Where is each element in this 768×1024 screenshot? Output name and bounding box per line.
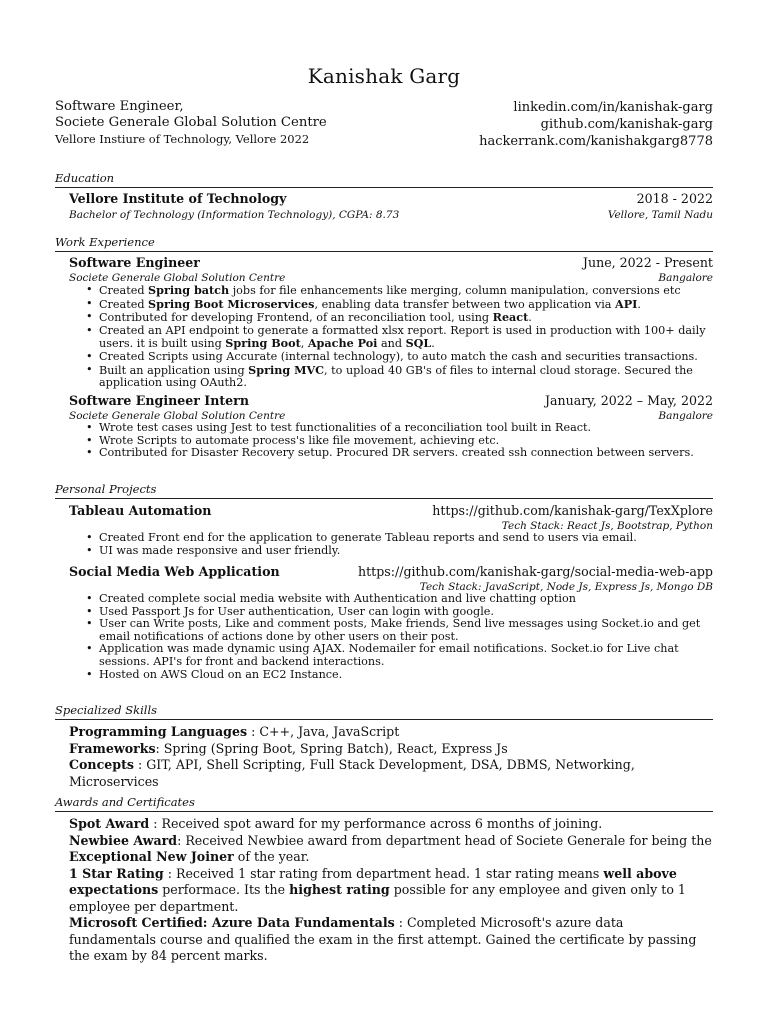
job-bullets bbox=[69, 422, 713, 460]
job-location: Bangalore bbox=[658, 410, 713, 422]
job-company: Societe Generale Global Solution Centre bbox=[69, 272, 286, 284]
header-links bbox=[479, 99, 713, 150]
job-role: Software Engineer bbox=[69, 255, 200, 270]
education-years: 2018 - 2022 bbox=[636, 191, 713, 206]
section-skills: Specialized Skills bbox=[55, 703, 713, 720]
hackerrank-link[interactable]: hackerrank.com/kanishakgarg8778 bbox=[479, 134, 713, 149]
education-location: Vellore, Tamil Nadu bbox=[607, 209, 713, 221]
github-link[interactable]: github.com/kanishak-garg bbox=[540, 117, 713, 132]
school-name: Vellore Institute of Technology bbox=[69, 191, 287, 206]
project-bullets bbox=[69, 593, 713, 681]
list-item: • Hosted on AWS Cloud on an EC2 Instance. bbox=[99, 669, 713, 682]
award-spot: Spot Award : Received spot award for my performance across 6 months of joining. bbox=[69, 816, 603, 831]
list-item: • Wrote Scripts to automate process's like file movement, achieving etc. bbox=[99, 435, 713, 448]
job-software-engineer bbox=[69, 255, 713, 390]
project-bullets bbox=[69, 532, 713, 557]
list-item: • Contributed for developing Frontend, of an reconciliation tool, using React. bbox=[99, 311, 713, 325]
job-company: Societe Generale Global Solution Centre bbox=[69, 410, 286, 422]
skill-languages: Programming Languages : C++, Java, JavaScript bbox=[69, 724, 400, 739]
award-newbiee: Newbiee Award: Received Newbiee award from department head of Societe Generale for being the Exceptional New Joiner of the year. bbox=[69, 832, 712, 864]
job-location: Bangalore bbox=[658, 272, 713, 284]
section-education: Education bbox=[55, 171, 713, 188]
company: Societe Generale Global Solution Centre bbox=[55, 115, 327, 130]
project-social-media bbox=[69, 564, 713, 681]
role: Software Engineer, bbox=[55, 99, 184, 114]
skill-concepts: Concepts : GIT, API, Shell Scripting, Full Stack Development, DSA, DBMS, Networking, Microservices bbox=[69, 757, 635, 789]
candidate-name: Kanishak Garg bbox=[307, 64, 461, 88]
tech-stack: Tech Stack: React Js, Bootstrap, Python bbox=[501, 520, 713, 532]
project-name: Tableau Automation bbox=[69, 503, 212, 518]
degree: Bachelor of Technology (Information Technology), CGPA: 8.73 bbox=[69, 209, 400, 221]
award-azure: Microsoft Certified: Azure Data Fundamentals : Completed Microsoft's azure data fundamentals course and qualified the exam in the first attempt. Gained the certificate by passing the exam by 84 percent marks. bbox=[69, 915, 697, 963]
job-dates: January, 2022 – May, 2022 bbox=[544, 393, 713, 408]
section-work: Work Experience bbox=[55, 235, 713, 252]
list-item: • UI was made responsive and user friendly. bbox=[99, 545, 713, 558]
tech-stack: Tech Stack: JavaScript, Node Js, Express Js, Mongo DB bbox=[419, 581, 713, 593]
list-item: • Wrote test cases using Jest to test functionalities of a reconciliation tool built in React. bbox=[99, 422, 713, 435]
linkedin-link[interactable]: linkedin.com/in/kanishak-garg bbox=[513, 100, 713, 115]
awards-list bbox=[69, 816, 713, 965]
job-role: Software Engineer Intern bbox=[69, 393, 249, 408]
skills-list bbox=[69, 724, 713, 790]
job-dates: June, 2022 - Present bbox=[582, 255, 713, 270]
education-entry bbox=[69, 191, 713, 221]
list-item: • Created Spring batch jobs for file enhancements like merging, column manipulation, conversions etc bbox=[99, 284, 713, 298]
list-item: • Used Passport Js for User authentication, User can login with google. bbox=[99, 606, 713, 619]
job-bullets bbox=[69, 284, 713, 390]
award-star-rating: 1 Star Rating : Received 1 star rating from department head. 1 star rating means well above expectations performace. Its the highest rating possible for any employee and given only to 1 employee per department. bbox=[69, 865, 686, 914]
project-link[interactable]: https://github.com/kanishak-garg/TexXplore bbox=[432, 503, 713, 518]
list-item: • User can Write posts, Like and comment posts, Make friends, Send live messages using Socket.io and get email notifications of actions done by other users on their post. bbox=[99, 618, 713, 643]
list-item: • Created Scripts using Accurate (internal technology), to auto match the cash and securities transactions. bbox=[99, 351, 713, 364]
list-item: • Built an application using Spring MVC, to upload 40 GB's of files to internal cloud storage. Secured the application using OAuth2. bbox=[99, 364, 713, 390]
section-awards: Awards and Certificates bbox=[55, 795, 713, 812]
header-left bbox=[55, 99, 327, 147]
list-item: • Application was made dynamic using AJAX. Nodemailer for email notifications. Socket.io for Live chat sessions. API's for front and backend interactions. bbox=[99, 643, 713, 668]
project-name: Social Media Web Application bbox=[69, 564, 280, 579]
project-link[interactable]: https://github.com/kanishak-garg/social-media-web-app bbox=[357, 564, 713, 579]
list-item: • Created complete social media website with Authentication and live chatting option bbox=[99, 593, 713, 606]
job-intern bbox=[69, 393, 713, 460]
project-tableau bbox=[69, 503, 713, 557]
list-item: • Created Spring Boot Microservices, enabling data transfer between two application via API. bbox=[99, 298, 713, 312]
skill-frameworks: Frameworks: Spring (Spring Boot, Spring Batch), React, Express Js bbox=[69, 740, 508, 756]
list-item: • Contributed for Disaster Recovery setup. Procured DR servers. created ssh connection between servers. bbox=[99, 447, 713, 460]
section-projects: Personal Projects bbox=[55, 482, 713, 499]
college: Vellore Instiure of Technology, Vellore 2022 bbox=[55, 132, 310, 146]
list-item: • Created an API endpoint to generate a formatted xlsx report. Report is used in production with 100+ daily users. it is built using Spring Boot, Apache Poi and SQL. bbox=[99, 325, 713, 351]
list-item: • Created Front end for the application to generate Tableau reports and send to users via email. bbox=[99, 532, 713, 545]
